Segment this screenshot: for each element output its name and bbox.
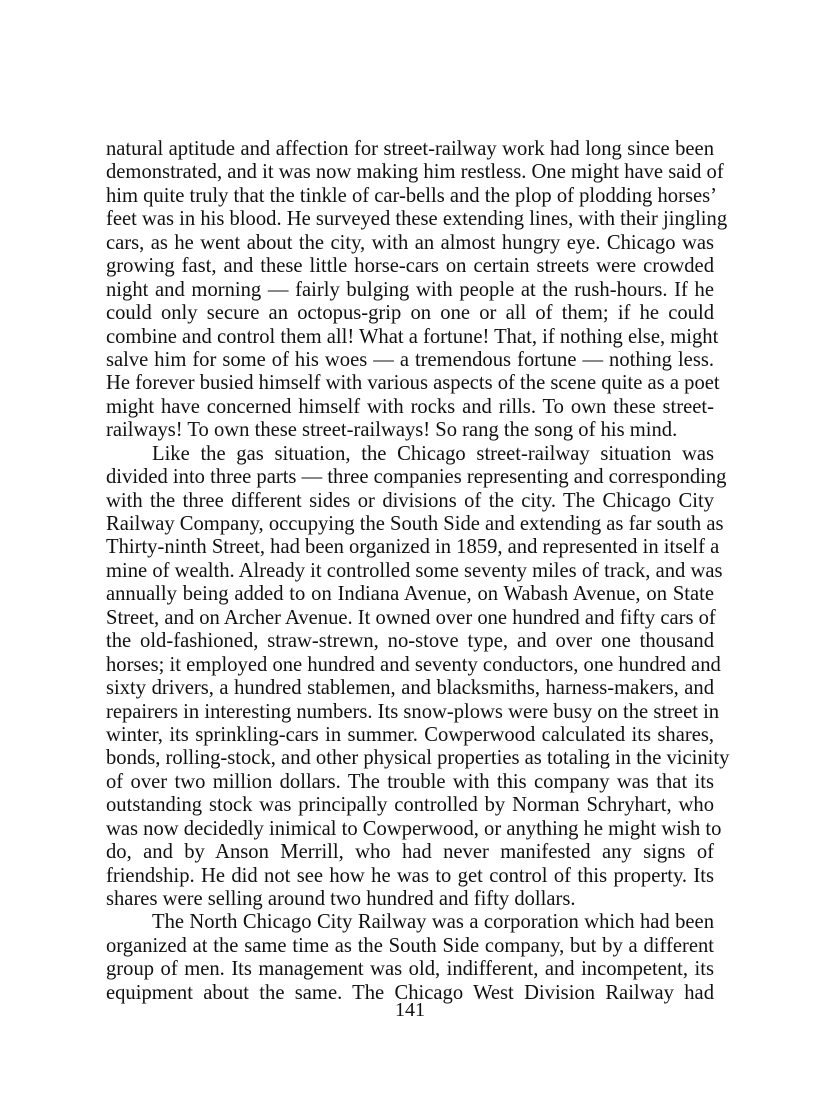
- text-line: equipment about the same. The Chicago West Division Railway had: [106, 981, 714, 1004]
- text-line: Railway Company, occupying the South Side and extending as far south as: [106, 513, 724, 535]
- text-line: night and morning — fairly bulging with people at the rush-hours. If he: [106, 278, 714, 301]
- text-line: sixty drivers, a hundred stablemen, and blacksmiths, harness-makers, and: [106, 677, 714, 700]
- text-line: Like the gas situation, the Chicago street-railway situation was: [152, 442, 714, 465]
- paragraph: [106, 442, 730, 912]
- text-line: The North Chicago City Railway was a corporation which had been: [152, 911, 714, 934]
- paragraph: [106, 911, 714, 1005]
- text-line: was now decidedly inimical to Cowperwood, or anything he might wish to: [106, 817, 722, 840]
- text-line: annually being added to on Indiana Avenue, on Wabash Avenue, on State: [106, 583, 714, 606]
- text-line: group of men. Its management was old, indifferent, and incompetent, its: [106, 958, 714, 981]
- body-text: [106, 138, 730, 1005]
- paragraph: [106, 138, 728, 443]
- text-line: cars, as he went about the city, with an almost hungry eye. Chicago was: [106, 231, 714, 254]
- text-line: divided into three parts — three companies representing and corresponding: [106, 466, 727, 489]
- text-line: natural aptitude and affection for street-railway work had long since been: [106, 138, 714, 160]
- text-line: shares were selling around two hundred and fifty dollars.: [106, 888, 576, 910]
- page-number: 141: [395, 999, 425, 1021]
- text-line: Street, and on Archer Avenue. It owned over one hundred and fifty cars of: [106, 606, 716, 629]
- text-line: friendship. He did not see how he was to get control of this property. Its: [106, 864, 714, 887]
- text-line: repairers in interesting numbers. Its snow-plows were busy on the street in: [106, 700, 720, 723]
- text-line: with the three different sides or divisions of the city. The Chicago City: [106, 489, 714, 512]
- text-line: feet was in his blood. He surveyed these extending lines, with their jingling: [106, 208, 728, 231]
- text-line: winter, its sprinkling-cars in summer. Cowperwood calculated its shares,: [106, 723, 714, 746]
- text-line: horses; it employed one hundred and seventy conductors, one hundred and: [106, 653, 721, 676]
- text-line: the old-fashioned, straw-strewn, no-stove type, and over one thousand: [106, 630, 714, 653]
- text-line: could only secure an octopus-grip on one or all of them; if he could: [106, 302, 714, 325]
- text-line: railways! To own these street-railways! So rang the song of his mind.: [106, 419, 678, 442]
- text-line: He forever busied himself with various aspects of the scene quite as a poet: [106, 372, 720, 395]
- text-line: of over two million dollars. The trouble with this company was that its: [106, 770, 714, 793]
- text-line: salve him for some of his woes — a tremendous fortune — nothing less.: [106, 348, 714, 371]
- text-line: might have concerned himself with rocks and rills. To own these street-: [106, 395, 714, 418]
- text-line: bonds, rolling-stock, and other physical properties as totaling in the vicinity: [106, 747, 730, 770]
- text-line: combine and control them all! What a fortune! That, if nothing else, might: [106, 325, 719, 348]
- text-line: mine of wealth. Already it controlled some seventy miles of track, and was: [106, 559, 723, 582]
- text-line: him quite truly that the tinkle of car-bells and the plop of plodding horses’: [106, 184, 717, 207]
- text-line: Thirty-ninth Street, had been organized in 1859, and represented in itself a: [106, 536, 720, 559]
- text-line: organized at the same time as the South Side company, but by a different: [106, 934, 714, 957]
- text-line: outstanding stock was principally controlled by Norman Schryhart, who: [106, 794, 714, 817]
- text-line: growing fast, and these little horse-cars on certain streets were crowded: [106, 255, 714, 278]
- text-line: demonstrated, and it was now making him restless. One might have said of: [106, 161, 724, 184]
- text-line: do, and by Anson Merrill, who had never manifested any signs of: [106, 841, 714, 864]
